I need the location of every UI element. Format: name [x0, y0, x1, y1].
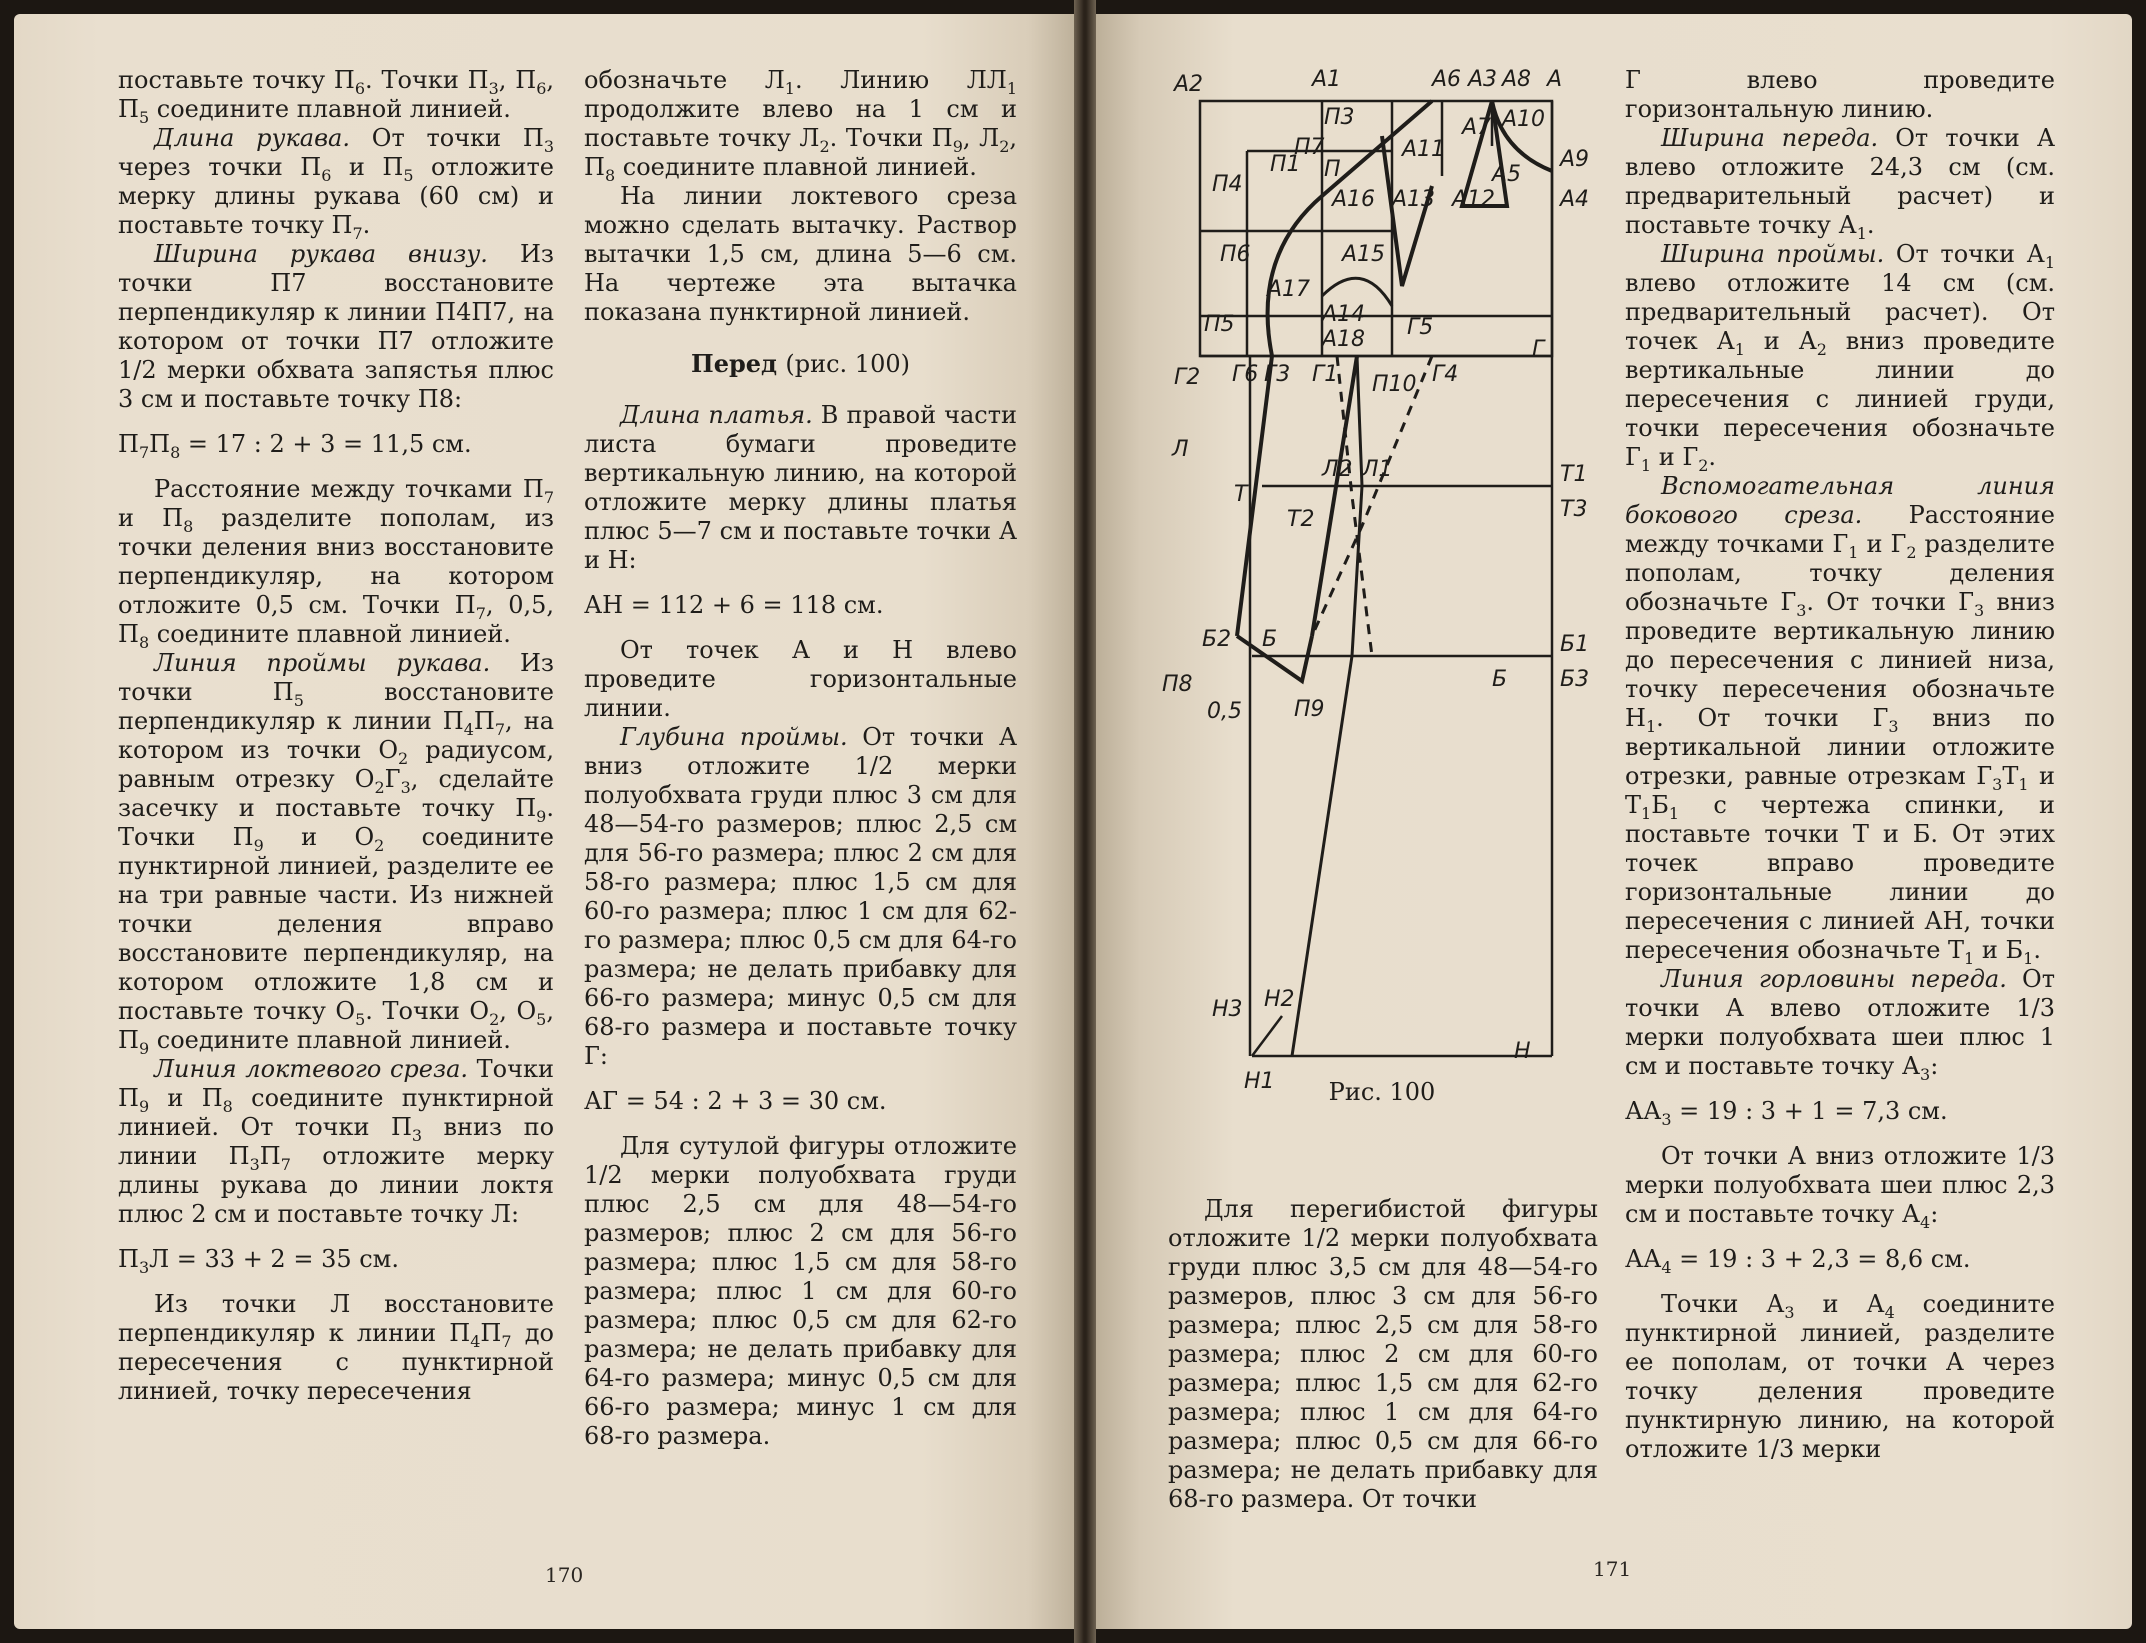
- paragraph: Г влево проведите горизонтальную линию.: [1625, 66, 2055, 123]
- right-page-under-figure-text: [1168, 1195, 1598, 1514]
- label-t1: Т1: [1560, 462, 1588, 487]
- label-l1: Л1: [1362, 457, 1393, 482]
- label-p5: П5: [1204, 312, 1235, 337]
- label-a13: А13: [1392, 187, 1436, 212]
- right-page-column-2: [1625, 66, 2055, 1464]
- label-a11: А11: [1402, 137, 1446, 162]
- formula-line: АН = 112 + 6 = 118 см.: [584, 591, 884, 619]
- paragraph: поставьте точку $П_6$. Точки $П_3$, $П_6$, $П_5$ соедините плавной линией.: [118, 66, 555, 127]
- left-page-column-1: [118, 66, 554, 1406]
- paragraph: обозначьте $Л_1$. Линию $ЛЛ_1$ продолжите влево на 1 см и поставьте точку $Л_2$. Точки $П_9$, $Л_2$, $П_8$ соедините плавной линией.: [584, 66, 1018, 185]
- paragraph: От точки А вниз отложите 1/3 мерки полуобхвата шеи плюс 2,3 см и поставьте точку $А_4$:: [1625, 1142, 2055, 1232]
- label-g2: Г2: [1174, 365, 1201, 390]
- label-a14: А14: [1322, 302, 1366, 327]
- label-p: П: [1324, 157, 1341, 182]
- paragraph: На линии локтевого среза можно сделать вытачку. Раствор вытачки 1,5 см, длина 5—6 см. На чертеже эта вытачка показана пунктирной линией.: [584, 182, 1017, 326]
- label-a10: А10: [1502, 107, 1546, 132]
- label-a6: А6: [1432, 67, 1462, 92]
- label-p6: П6: [1220, 242, 1251, 267]
- label-g3: Г3: [1264, 362, 1291, 387]
- label-a12: А12: [1452, 187, 1496, 212]
- label-a2: А2: [1174, 72, 1204, 97]
- paragraph: Для сутулой фигуры отложите 1/2 мерки полуобхвата груди плюс 2,5 см для 48—54-го размеров; плюс 2 см для 56-го размера; плюс 1,5 см для 58-го размера; плюс 1 см для 60-го размера; плюс 0,5 см для 62-го размера; не делать прибавку для 64-го размера; минус 0,5 см для 66-го размера; минус 1 см для 68-го размера.: [584, 1132, 1017, 1450]
- label-a: А: [1547, 67, 1563, 92]
- label-h2: Н2: [1264, 987, 1295, 1012]
- label-p10: П10: [1372, 372, 1417, 397]
- label-g5: Г5: [1407, 315, 1434, 340]
- label-h1: Н1: [1244, 1069, 1275, 1094]
- label-b: Б: [1262, 627, 1278, 652]
- label-a3: А3: [1468, 67, 1498, 92]
- label-g1: Г1: [1312, 362, 1339, 387]
- paragraph: Длина платья. В правой части листа бумаги проведите вертикальную линию, на которой отложите мерку длины платья плюс 5—7 см и поставьте точки А и Н:: [584, 401, 1017, 574]
- left-page-number: 170: [545, 1563, 584, 1587]
- formula-line: $П_3Л = 33 + 2 = 35$ см.: [118, 1245, 399, 1277]
- label-t3: Т3: [1560, 497, 1588, 522]
- paragraph: Точки $А_3$ и $А_4$ соедините пунктирной линией, разделите ее пополам, от точки А через точку деления проведите пунктирную линию, на которой отложите 1/3 мерки: [1625, 1290, 2056, 1463]
- label-p1: П1: [1270, 152, 1301, 177]
- label-t: Т: [1234, 482, 1248, 507]
- formula-line: $П_7П_8 = 17$ : 2 + 3 = 11,5 см.: [118, 430, 472, 462]
- paragraph: Из точки Л восстановите перпендикуляр к линии $П_4П_7$ до пересечения с пунктирной линией, точку пересечения: [118, 1290, 554, 1405]
- label-g6: Г6: [1232, 362, 1259, 387]
- label-b3: Б3: [1560, 667, 1590, 692]
- formula-line: $АА_3 = 19$ : 3 + 1 = 7,3 см.: [1625, 1097, 1948, 1129]
- label-p8: П8: [1162, 672, 1193, 697]
- label-a17: А17: [1267, 277, 1311, 302]
- label-a15: А15: [1342, 242, 1386, 267]
- section-heading: Перед (рис. 100): [691, 349, 910, 378]
- left-page-column-2: [584, 66, 1017, 1451]
- label-g: Г: [1532, 337, 1545, 362]
- formula-line: $АА_4 = 19$ : 3 + 2,3 = 8,6 см.: [1625, 1245, 1971, 1277]
- label-h: Н: [1514, 1039, 1531, 1064]
- book-gutter: [1074, 0, 1096, 1643]
- paragraph: Глубина проймы. От точки А вниз отложите 1/2 мерки полуобхвата груди плюс 3 см для 48—54-го размеров; плюс 2,5 см для 56-го размера; плюс 2 см для 58-го размера; плюс 1,5 см для 60-го размера; плюс 1 см для 62-го размера; плюс 0,5 см для 64-го размера; не делать прибавку для 66-го размера; минус 0,5 см для 68-го размера и поставьте точку Г:: [584, 723, 1017, 1070]
- label-l2: Л2: [1322, 457, 1353, 482]
- label-a5: А5: [1492, 162, 1522, 187]
- label-l: Л: [1172, 437, 1189, 462]
- paragraph: Линия локтевого среза. Точки $П_9$ и $П_8$ соедините пунктирной линией. От точки $П_3$ вниз по линии $П_3П_7$ отложите мерку длины рукава до линии локтя плюс 2 см и поставьте точку Л:: [118, 1055, 555, 1228]
- paragraph: Вспомогательная линия бокового среза. Расстояние между точками $Г_1$ и $Г_2$ разделите пополам, точку деления обозначьте $Г_3$. От точки $Г_3$ вниз проведите вертикальную линию до пересечения с линией низа, точку пересечения обозначьте $Н_1$. От точки $Г_3$ вниз по вертикальной линии отложите отрезки, равные отрезкам $Г_3Т_1$ и $Т_1Б_1$ с чертежа спинки, и поставьте точки Т и Б. От этих точек вправо проведите горизонтальные линии до пересечения с линией АН, точки пересечения обозначьте $Т_1$ и $Б_1$.: [1625, 472, 2056, 968]
- paragraph: Длина рукава. От точки $П_3$ через точки $П_6$ и $П_5$ отложите мерку длины рукава (60 см) и поставьте точку $П_7$.: [118, 124, 554, 243]
- label-a4: А4: [1560, 187, 1590, 212]
- paragraph: Линия горловины переда. От точки А влево отложите 1/3 мерки полуобхвата шеи плюс 1 см и поставьте точку $А_3$:: [1625, 965, 2055, 1084]
- label-p7: П7: [1294, 135, 1325, 160]
- label-a8: А8: [1502, 67, 1532, 92]
- label-b1: Б1: [1560, 632, 1590, 657]
- label-a18: А18: [1322, 327, 1366, 352]
- label-a1: А1: [1312, 67, 1342, 92]
- label-p9: П9: [1294, 697, 1325, 722]
- label-g4: Г4: [1432, 362, 1459, 387]
- paragraph: Ширина проймы. От точки $А_1$ влево отложите 14 см (см. предварительный расчет). От точек $А_1$ и $А_2$ вниз проведите вертикальные линии до пересечения с линией груди, точки пересечения обозначьте $Г_1$ и $Г_2$.: [1625, 240, 2055, 475]
- label-h3: Н3: [1212, 997, 1243, 1022]
- paragraph: Для перегибистой фигуры отложите 1/2 мерки полуобхвата груди плюс 3,5 см для 48—54-го размеров, плюс 3 см для 56-го размера; плюс 2,5 см для 58-го размера; плюс 2 см для 60-го размера; плюс 1,5 см для 62-го размера; плюс 1 см для 64-го размера; плюс 0,5 см для 66-го размера; не делать прибавку для 68-го размера. От точки: [1168, 1195, 1598, 1513]
- label-b2: Б2: [1202, 627, 1232, 652]
- paragraph: Линия проймы рукава. Из точки $П_5$ восстановите перпендикуляр к линии $П_4П_7$, на котором из точки $О_2$ радиусом, равным отрезку $О_2Г_3$, сделайте засечку и поставьте точку $П_9$. Точки $П_9$ и $О_2$ соедините пунктирной линией, разделите ее на три равные части. Из нижней точки деления вправо восстановите перпендикуляр, на котором отложите 1,8 см и поставьте точку $О_5$. Точки $О_2$, $О_5$, $П_9$ соедините плавной линией.: [118, 649, 555, 1058]
- label-05: 0,5: [1207, 699, 1242, 724]
- label-a9: А9: [1560, 147, 1590, 172]
- label-a7: А7: [1462, 115, 1492, 140]
- label-t2: Т2: [1287, 507, 1315, 532]
- figure-caption: Рис. 100: [1328, 1078, 1436, 1106]
- label-a16: А16: [1332, 187, 1376, 212]
- right-page-number: 171: [1593, 1557, 1632, 1581]
- label-p3: П3: [1324, 105, 1355, 130]
- label-b-right: Б: [1492, 667, 1508, 692]
- paragraph: Расстояние между точками $П_7$ и $П_8$ разделите пополам, из точки деления вниз восстановите перпендикуляр, на котором отложите 0,5 см. Точки $П_7$, 0,5, $П_8$ соедините плавной линией.: [118, 475, 554, 652]
- label-p4: П4: [1212, 172, 1243, 197]
- paragraph: Ширина рукава внизу. Из точки П7 восстановите перпендикуляр к линии П4П7, на котором от точки П7 отложите 1/2 мерки обхвата запястья плюс 3 см и поставьте точку П8:: [118, 240, 554, 413]
- paragraph: От точек А и Н влево проведите горизонтальные линии.: [584, 636, 1017, 722]
- paragraph: Ширина переда. От точки А влево отложите 24,3 см (см. предварительный расчет) и поставьте точку $А_1$.: [1625, 124, 2055, 243]
- formula-line: АГ = 54 : 2 + 3 = 30 см.: [584, 1087, 887, 1115]
